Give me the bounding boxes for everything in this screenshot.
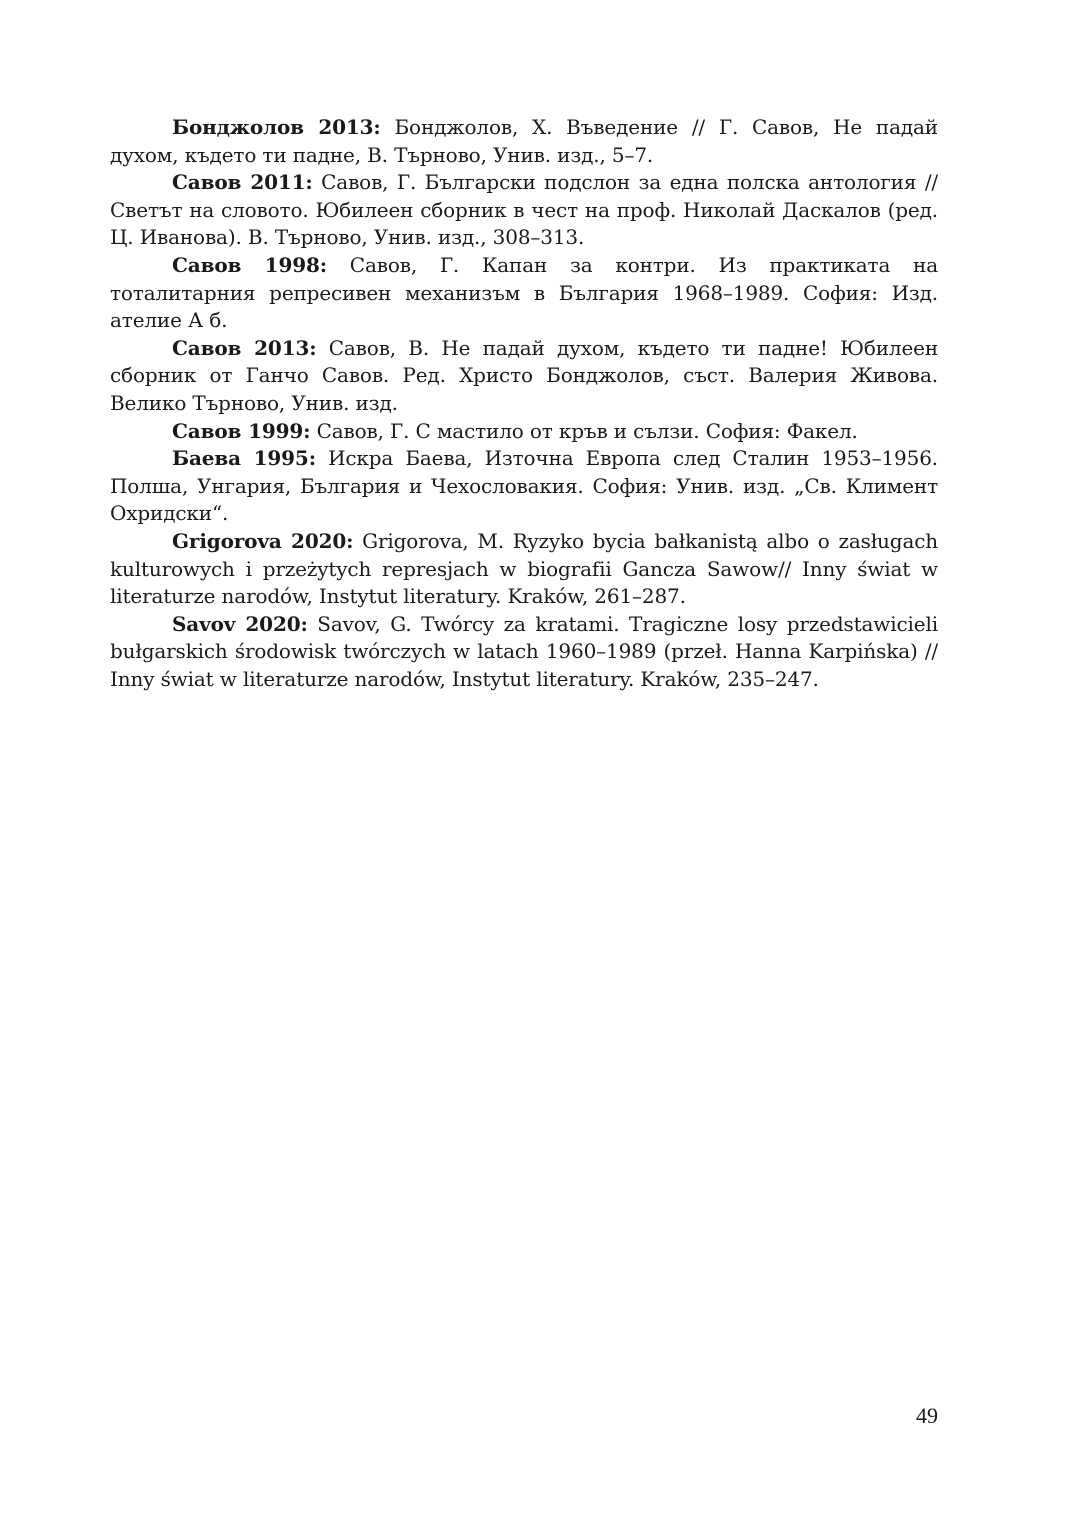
reference-key: Савов 1998:: [172, 252, 327, 277]
reference-entry: [110, 445, 938, 528]
reference-entry: [110, 528, 938, 611]
reference-list: [110, 114, 938, 693]
page-number: 49: [916, 1403, 938, 1428]
reference-text: Савов, Г. Капан за контри. Из практиката на тоталитарния репресивен механизъм в България 1968–1989. София: Изд. ателие А б.: [110, 252, 939, 333]
reference-key: Бонджолов 2013:: [172, 115, 381, 139]
reference-text: Савов, Г. Български подслон за една полска антология // Светът на словото. Юбилеен сборник в чест на проф. Николай Даскалов (ред. Ц. Иванова). В. Търново, Унив. изд., 308–313.: [110, 170, 938, 250]
reference-text: Бонджолов, Х. Въведение // Г. Савов, Не падай духом, където ти падне, В. Търново, Унив. изд., 5–7.: [110, 115, 938, 167]
reference-text: Савов, Г. С мастило от кръв и сълзи. София: Факел.: [310, 418, 858, 443]
reference-entry: [110, 252, 938, 335]
reference-key: Grigorova 2020:: [172, 528, 354, 553]
reference-key: Савов 1999:: [172, 418, 311, 443]
reference-key: Савов 2013:: [172, 335, 317, 360]
reference-entry: [110, 114, 938, 169]
reference-key: Баева 1995:: [172, 446, 316, 471]
reference-text: Savov, G. Twórcy za kratami. Tragiczne losy przedstawicieli bułgarskich środowisk twórczych w latach 1960–1989 (przeł. Hanna Karpińska) // Inny świat w literaturze narodów, Instytut literatury. Kraków, 235–247.: [110, 611, 938, 691]
reference-entry: [110, 335, 938, 418]
reference-text: Grigorova, M. Ryzyko bycia bałkanistą albo o zasługach kulturowych i przeżytych represjach w biografii Gancza Sawow// Inny świat w literaturze narodów, Instytut literatury. Kraków, 261–287.: [110, 528, 938, 609]
reference-entry: [110, 611, 938, 694]
reference-text: Савов, В. Не падай духом, където ти падне! Юбилеен сборник от Ганчо Савов. Ред. Христо Бонджолов, съст. Валерия Живова. Велико Търново, Унив. изд.: [110, 335, 939, 415]
reference-text: Искра Баева, Източна Европа след Сталин 1953–1956. Полша, Унгария, България и Чехословакия. София: Унив. изд. „Св. Климент Охридски“.: [110, 446, 938, 526]
reference-entry: [110, 418, 938, 446]
reference-entry: [110, 169, 938, 252]
reference-key: Savov 2020:: [172, 611, 308, 636]
reference-key: Савов 2011:: [172, 170, 313, 195]
